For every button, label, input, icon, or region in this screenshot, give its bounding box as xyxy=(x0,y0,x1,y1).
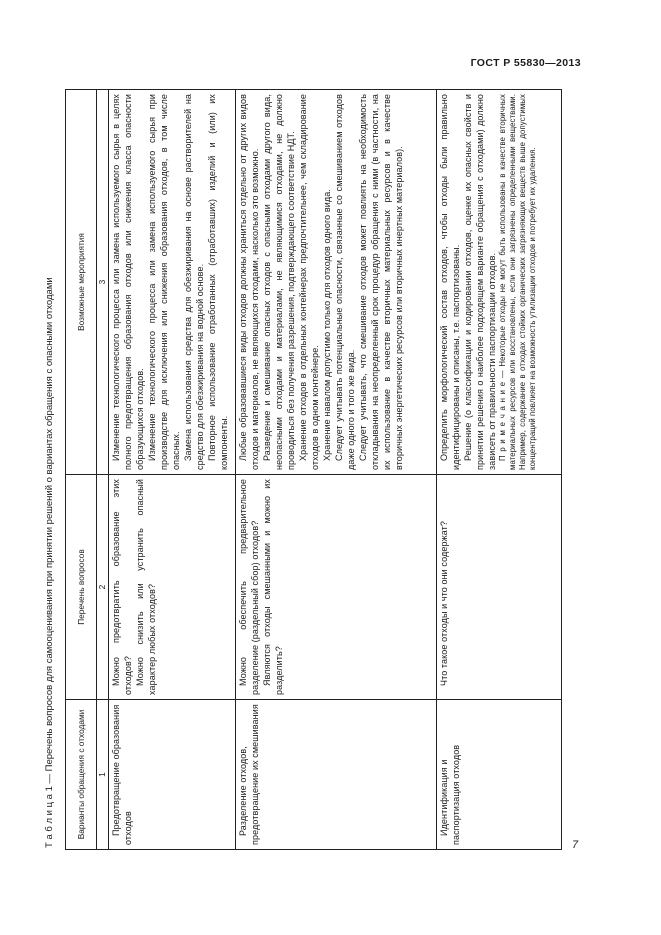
action-paragraph: Следует учитывать потенциальные опасности, связанные со смешиванием отходов даже одного и того же вида. xyxy=(334,94,356,470)
action-paragraph: Хранение навалом допустимо только для отходов одного вида. xyxy=(322,189,332,461)
column-number-3: 3 xyxy=(97,90,109,475)
questions-cell xyxy=(437,475,562,700)
column-number-2: 2 xyxy=(97,475,109,700)
question-paragraph: Являются отходы смешанными и можно их разделить? xyxy=(262,479,284,695)
column-number-row xyxy=(97,90,109,850)
action-paragraph: Разведение и смешивание опасных отходов с опасными отходами другого вида, неопасными отходами и материалами, не являющимися отходами, не должно проводиться без получения разрешения, подтверждающего соответствие НДТ. xyxy=(262,94,296,470)
table-title: Т а б л и ц а 1 — Перечень вопросов для самооценивания при принятии решений о вариантах обращения с опасными отходами xyxy=(44,277,55,848)
question-paragraph: Можно снизить или устранить опасный характер любых отходов? xyxy=(135,479,157,695)
table-row-separation xyxy=(236,90,437,850)
action-paragraph: Повторное использование отработанных (отработавших) изделий и (или) их компоненты. xyxy=(207,94,229,470)
variant-label: Идентификация и паспортизация отходов xyxy=(439,744,461,845)
waste-options-table xyxy=(65,89,562,850)
table-header-row xyxy=(66,90,97,850)
question-paragraph: Что такое отходы и что они содержат? xyxy=(439,521,449,686)
rotated-table-block xyxy=(38,90,563,850)
actions-cell xyxy=(437,90,562,475)
action-paragraph: Следует учитывать, что смешивание отходов может повлиять на необходимость откладывания на неопределенный срок процедур обращения с ними (в частности, на их использование в качестве вторичных материальных ресурсов и в качестве вторичных энергетических ресурсов или вторичных инертных материалов). xyxy=(358,94,404,470)
actions-cell xyxy=(236,90,437,475)
question-paragraph: Можно обеспечить предварительное разделение (раздельный сбор) отходов? xyxy=(238,479,260,695)
table-row-identification xyxy=(437,90,562,850)
questions-cell xyxy=(236,475,437,700)
variant-label: Предотвращение образования отходов xyxy=(111,704,133,845)
action-paragraph: Определить морфологический состав отходов, чтобы отходы были правильно идентифицированы и описаны, т.е. паспортизованы. xyxy=(439,94,461,470)
question-paragraph: Можно предотвратить образование этих отходов? xyxy=(111,479,133,695)
questions-cell xyxy=(109,475,236,700)
column-header-questions: Перечень вопросов xyxy=(66,475,97,700)
variant-cell xyxy=(236,700,437,850)
action-paragraph: Хранение отходов в отдельных контейнерах предпочтительнее, чем складирование отходов в одном контейнере. xyxy=(298,94,320,470)
doc-standard-number: ГОСТ Р 55830—2013 xyxy=(470,57,581,69)
action-paragraph: Решение (о классификации и кодировании отходов, оценке их опасных свойств и принятии решения о наиболее подходящем варианте обращения с отходами) должно зависеть от правильности паспортизации отходов. xyxy=(463,94,497,470)
action-paragraph: Любые образовавшиеся виды отходов должны храниться отдельно от других видов отходов и материалов, не являющихся отходами, насколько это возможно. xyxy=(238,94,260,470)
page-number: 7 xyxy=(572,839,579,851)
variant-label: Разделение отходов, предотвращение их смешивания xyxy=(238,704,260,845)
variant-cell xyxy=(437,700,562,850)
note-paragraph: П р и м е ч а н и е — Некоторые отходы не могут быть использованы в качестве вторичных материальных ресурсов или восстановлены, если они загрязнены определенными веществами. Например, содержание в отходах стойких органических загрязняющих веществ выше допустимых концентраций повлияет на возможность утилизации отходов и потребует их удаления. xyxy=(498,94,537,470)
column-header-variants: Варианты обращения с отходами xyxy=(66,700,97,850)
column-header-actions: Возможные мероприятия xyxy=(66,90,97,475)
actions-cell xyxy=(109,90,236,475)
table-row-prevention xyxy=(109,90,236,850)
action-paragraph: Замена использования средства для обезжиривания на основе растворителей на средство для обезжиривания на водной основе. xyxy=(183,94,205,470)
action-paragraph: Изменение технологического процесса или замена используемого сырья при производстве для исключения или снижения образования отходов, в том числе опасных. xyxy=(147,94,181,470)
column-number-1: 1 xyxy=(97,700,109,850)
variant-cell xyxy=(109,700,236,850)
action-paragraph: Изменение технологического процесса или замена используемого сырья в целях полного предотвращения образования отходов или снижения класса опасности образующихся отходов. xyxy=(111,94,145,470)
